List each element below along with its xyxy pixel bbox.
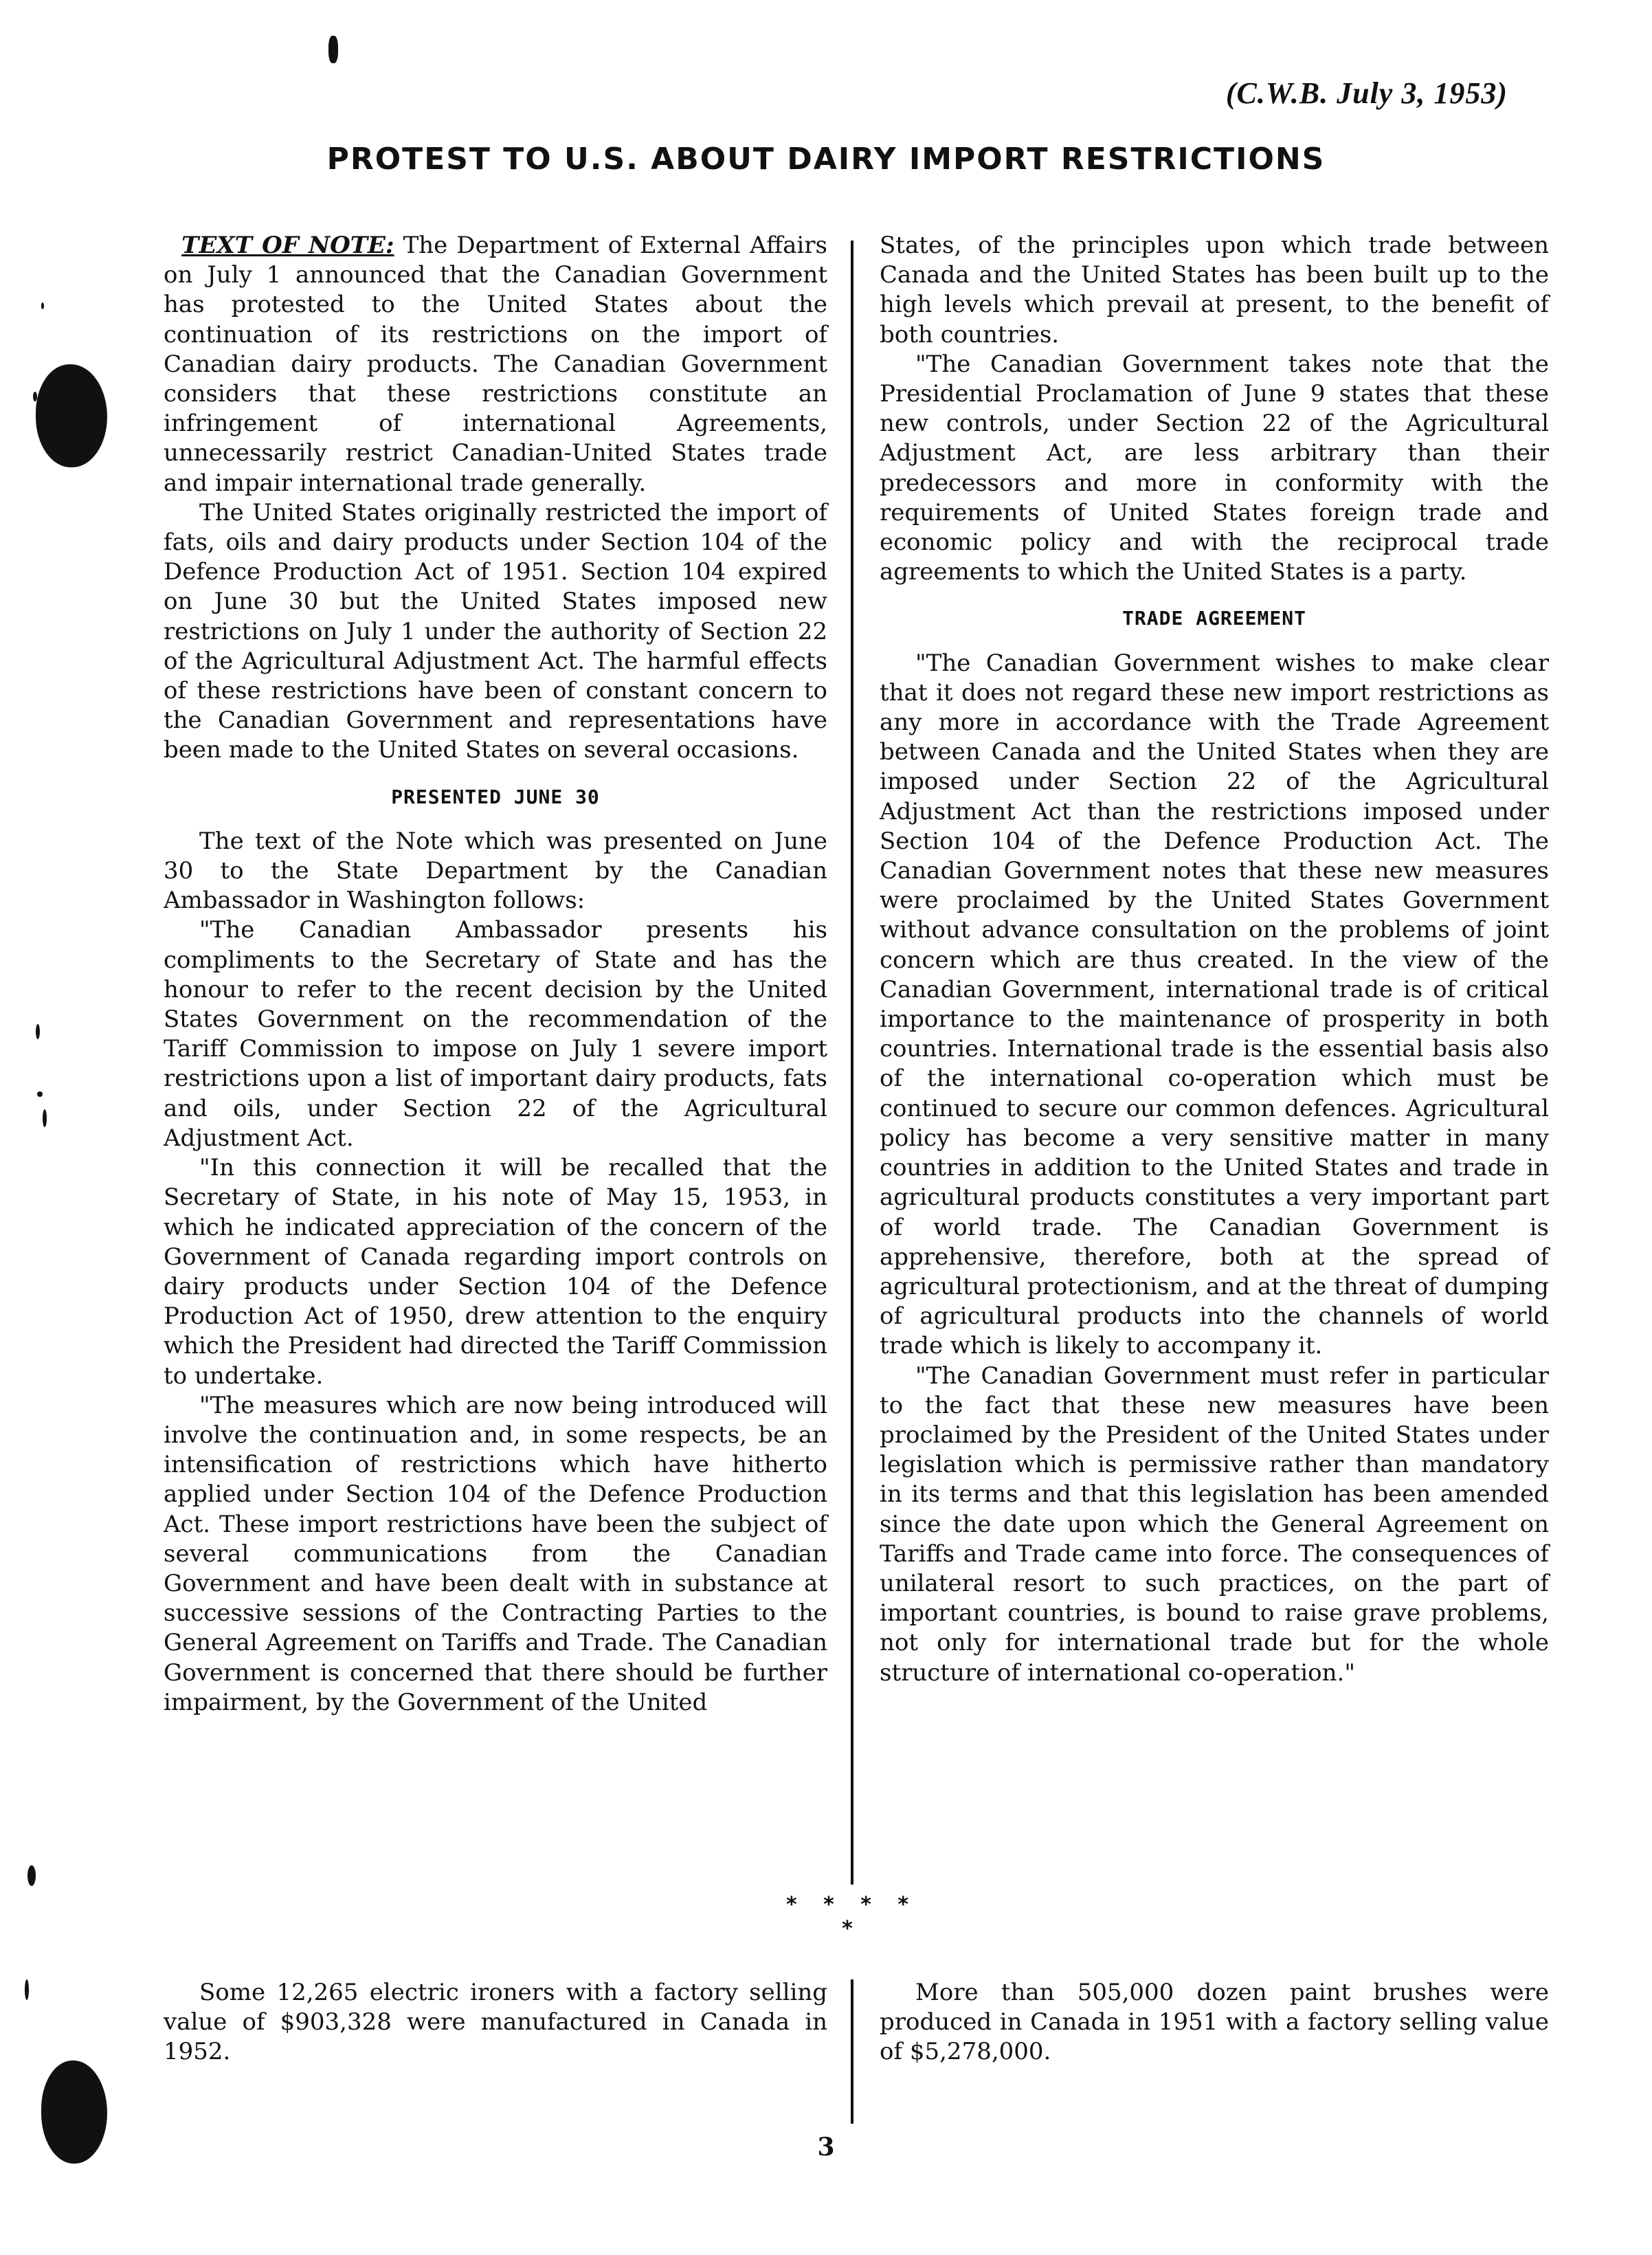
punch-hole-mark [36, 364, 107, 467]
column-divider [851, 241, 853, 1885]
subheading-presented-june-30: PRESENTED JUNE 30 [391, 785, 600, 808]
short-item-text: Some 12,265 electric ironers with a factory selling value of $903,328 were manufactured in Canada in 1952. [164, 1979, 827, 2066]
dateline: (C.W.B. July 3, 1953) [1225, 76, 1508, 110]
scan-speck [43, 1109, 47, 1127]
lead-label: TEXT OF NOTE: [181, 232, 394, 259]
section-separator: * * * * * [785, 1893, 919, 1941]
short-item-ironers [164, 1978, 827, 2067]
page-number: 3 [817, 2133, 835, 2162]
short-item-paint-brushes [880, 1978, 1549, 2067]
subheading-trade-agreement: TRADE AGREEMENT [1122, 607, 1306, 630]
scan-speck [36, 1024, 40, 1039]
paragraph: "In this connection it will be recalled that the Secretary of State, in his note of May 15, 1953, in which he indicated appreciation of the concern of the Government of Canada regarding import controls on dairy products under Section 104 of the Defence Production Act of 1950, drew attention to the enquiry which the President had directed the Tariff Commission to undertake. [164, 1154, 827, 1390]
scan-speck [27, 1865, 36, 1886]
scan-speck [41, 302, 44, 309]
paragraph-continued: States, of the principles upon which trade between Canada and the United States has been built up to the high levels which prevail at present, to the benefit of both countries. [880, 232, 1549, 348]
scan-speck [33, 392, 37, 401]
paragraph: "The Canadian Government wishes to make clear that it does not regard these new import restrictions as any more in accordance with the Trade Agreement between Canada and the United States when they are imposed under Section 22 of the Agricultural Adjustment Act than the restrictions imposed under Section 104 of the Defence Production Act. The Canadian Government notes that these new measures were proclaimed by the United States Government without advance consultation on the problems of joint concern which are thus created. In the view of the Canadian Government, international trade is of critical importance to the maintenance of prosperity in both countries. International trade is the essential basis also of the international co-operation which must be continued to secure our common defences. Agricultural policy has become a very sensitive matter in many countries in addition to the United States and trade in agricultural products constitutes a very important part of world trade. The Canadian Government is apprehensive, therefore, both at the spread of agricultural protectionism, and at the threat of dumping of agricultural products into the channels of world trade which is likely to accompany it. [880, 649, 1549, 1360]
short-item-text: More than 505,000 dozen paint brushes were produced in Canada in 1951 with a factory selling value of $5,278,000. [880, 1979, 1549, 2066]
paragraph: "The Canadian Ambassador presents his compliments to the Secretary of State and has the honour to refer to the recent decision by the United States Government on the recommendation of the Tariff Commission to impose on July 1 severe import restrictions upon a list of important dairy products, fats and oils, under Section 22 of the Agricultural Adjustment Act. [164, 916, 827, 1152]
punch-hole-mark [41, 2060, 107, 2164]
paragraph: "The measures which are now being introduced will involve the continuation and, in some respects, be an intensification of restrictions which have hitherto applied under Section 104 of the Defence Production Act. These import restrictions have been the subject of several communications from the Canadian Government and have been dealt with in substance at successive sessions of the Contracting Parties to the General Agreement on Tariffs and Trade. The Canadian Government is concerned that there should be further impairment, by the Government of the United [164, 1391, 827, 1716]
page-title: PROTEST TO U.S. ABOUT DAIRY IMPORT RESTRICTIONS [326, 142, 1326, 177]
paragraph: "The Canadian Government takes note that the Presidential Proclamation of June 9 states that these new controls, under Section 22 of the Agricultural Adjustment Act, are less arbitrary than their predecessors and more in conformity with the requirements of United States foreign trade and economic policy and with the reciprocal trade agreements to which the United States is a party. [880, 350, 1549, 586]
lead-text: The Department of External Affairs on July 1 announced that the Canadian Government has protested to the United States about the continuation of its restrictions on the import of Canadian dairy products. The Canadian Government considers that these restrictions constitute an infringement of international Agreements, unnecessarily restrict Canadian-United States trade and impair international trade generally. [164, 232, 827, 497]
scan-speck [37, 1091, 43, 1097]
paragraph: "The Canadian Government must refer in particular to the fact that these new measures have been proclaimed by the President of the United States under legislation which is permissive rather than mandatory in its terms and that this legislation has been amended since the date upon which the General Agreement on Tariffs and Trade came into force. The consequences of unilateral resort to such practices, on the part of important countries, is bound to raise grave problems, not only for international trade but for the whole structure of international co-operation." [880, 1362, 1549, 1687]
paragraph: The text of the Note which was presented on June 30 to the State Department by the Canadian Ambassador in Washington follows: [164, 827, 827, 915]
scan-speck [25, 1979, 29, 2000]
column-divider [851, 1979, 853, 2124]
paragraph: The United States originally restricted the import of fats, oils and dairy products under Section 104 of the Defence Production Act of 1951. Section 104 expired on June 30 but the United States imposed new restrictions on July 1 under the authority of Section 22 of the Agricultural Adjustment Act. The harmful effects of these restrictions have been of constant concern to the Canadian Government and representations have been made to the United States on several occasions. [164, 498, 827, 764]
right-column [880, 231, 1549, 1688]
scan-speck [328, 36, 338, 63]
lead-paragraph [164, 231, 827, 498]
left-column [164, 231, 827, 1718]
